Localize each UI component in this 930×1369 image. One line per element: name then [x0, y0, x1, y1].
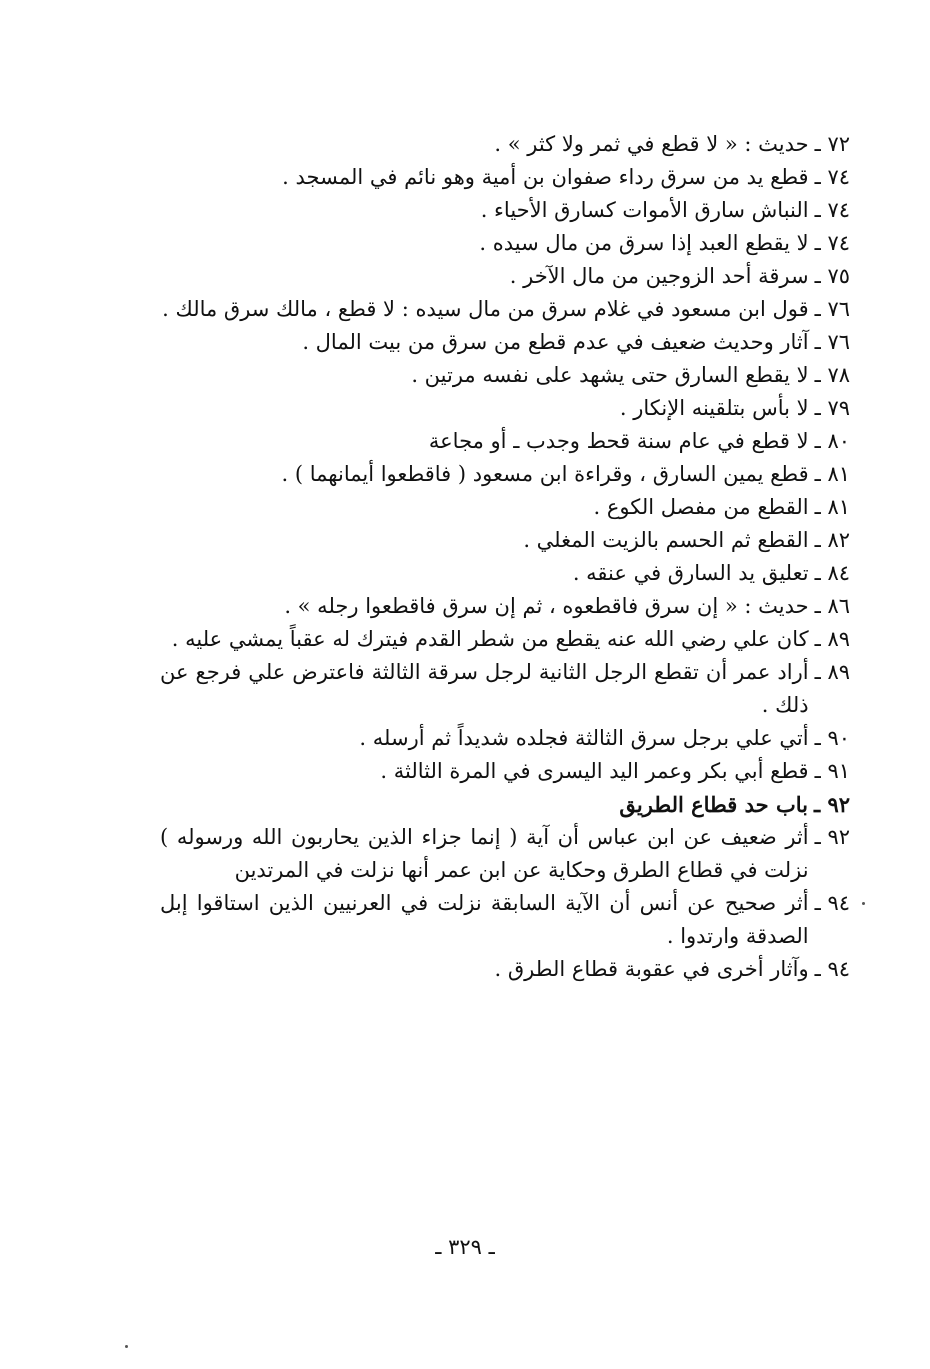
entry-text: قطع يمين السارق ، وقراءة ابن مسعود ( فاقطعوا أيمانهما ) .: [281, 462, 809, 486]
entry-text: لا قطع في عام سنة قحط وجدب ـ أو مجاعة: [428, 429, 809, 453]
entry-text: قطع يد من سرق رداء صفوان بن أمية وهو نائم في المسجد .: [282, 165, 809, 189]
index-entry: [160, 425, 850, 458]
entry-text: لا بأس بتلقينه الإنكار .: [619, 396, 809, 420]
entry-text: قول ابن مسعود في غلام سرق من مال سيده : لا قطع ، مالك سرق مالك .: [162, 297, 809, 321]
index-entry: [160, 722, 850, 755]
index-entry: [160, 557, 850, 590]
index-entry: [160, 458, 850, 491]
entry-page-number: ٩١ ـ: [814, 759, 850, 783]
entry-text: أتي علي برجل سرق الثالثة فجلده شديداً ثم أرسله .: [359, 726, 809, 750]
index-entry: [160, 491, 850, 524]
entry-page-number: ٨٩ ـ: [814, 660, 850, 684]
index-entry: [160, 293, 850, 326]
entry-text: حديث : « لا قطع في ثمر ولا كثر » .: [494, 132, 809, 156]
index-entry: [160, 392, 850, 425]
entry-page-number: ٧٤ ـ: [814, 165, 850, 189]
entry-page-number: ٧٢ ـ: [814, 132, 850, 156]
entry-page-number: ٩٤ ـ: [814, 957, 850, 981]
index-entry: [160, 161, 850, 194]
entry-text: النباش سارق الأموات كسارق الأحياء .: [480, 198, 809, 222]
entry-page-number: ٨٤ ـ: [814, 561, 850, 585]
entry-page-number: ٧٦ ـ: [814, 330, 850, 354]
entry-text: تعليق يد السارق في عنقه .: [572, 561, 809, 585]
entry-text: لا يقطع العبد إذا سرق من مال سيده .: [479, 231, 809, 255]
entry-page-number: ٨٩ ـ: [814, 627, 850, 651]
entry-text: القطع من مفصل الكوع .: [593, 495, 809, 519]
entry-text: سرقة أحد الزوجين من مال الآخر .: [509, 264, 809, 288]
index-entry: [160, 524, 850, 557]
entry-text: وآثار أخرى في عقوبة قطاع الطرق .: [494, 957, 809, 981]
entry-text: كان علي رضي الله عنه يقطع من شطر القدم فيترك له عقباً يمشي عليه .: [171, 627, 809, 651]
entry-text: أثر صحيح عن أنس أن الآية السابقة نزلت في العرنيين الذين استاقوا إبل الصدقة وارتدوا .: [160, 891, 809, 948]
entry-page-number: ٧٦ ـ: [814, 297, 850, 321]
index-entry: [160, 821, 850, 887]
entry-page-number: ٨٠ ـ: [814, 429, 850, 453]
index-entry: [160, 590, 850, 623]
index-entry: [160, 623, 850, 656]
entry-page-number: ٩٢ ـ: [813, 792, 850, 817]
index-entry: [160, 194, 850, 227]
index-entry: [160, 953, 850, 986]
entry-page-number: ٧٨ ـ: [814, 363, 850, 387]
entry-page-number: ٧٩ ـ: [814, 396, 850, 420]
entry-text: أثر ضعيف عن ابن عباس أن آية ( إنما جزاء الذين يحاربون الله ورسوله ) نزلت في قطاع الطرق وحكاية عن ابن عمر أنها نزلت في المرتدين: [160, 825, 809, 882]
entry-text: لا يقطع السارق حتى يشهد على نفسه مرتين .: [411, 363, 809, 387]
index-entry: [160, 887, 850, 953]
entry-page-number: ٨١ ـ: [814, 495, 850, 519]
page-number: ـ ٣٢٩ ـ: [435, 1235, 495, 1259]
index-entry: [160, 128, 850, 161]
entry-page-number: ٩٢ ـ: [814, 825, 850, 849]
entry-text: القطع ثم الحسم بالزيت المغلي .: [523, 528, 809, 552]
scan-speck: [862, 902, 865, 905]
entry-page-number: ٨١ ـ: [814, 462, 850, 486]
entry-page-number: ٨٢ ـ: [814, 528, 850, 552]
index-entry: [160, 359, 850, 392]
section-heading: [160, 788, 850, 821]
entry-text: حديث : « إن سرق فاقطعوه ، ثم إن سرق فاقطعوا رجله » .: [284, 594, 809, 618]
index-entry: [160, 755, 850, 788]
index-entry: [160, 260, 850, 293]
index-entry: [160, 326, 850, 359]
entry-page-number: ٨٦ ـ: [814, 594, 850, 618]
entry-text: أراد عمر أن تقطع الرجل الثانية لرجل سرقة الثالثة فاعترض علي فرجع عن ذلك .: [160, 660, 809, 717]
entry-page-number: ٩٠ ـ: [814, 726, 850, 750]
entry-page-number: ٧٤ ـ: [814, 231, 850, 255]
entry-text: قطع أبي بكر وعمر اليد اليسرى في المرة الثالثة .: [380, 759, 809, 783]
entry-page-number: ٧٥ ـ: [814, 264, 850, 288]
entry-page-number: ٧٤ ـ: [814, 198, 850, 222]
index-entry: [160, 227, 850, 260]
entry-text: آثار وحديث ضعيف في عدم قطع من سرق من بيت المال .: [302, 330, 809, 354]
entry-page-number: ٩٤ ـ: [814, 891, 850, 915]
index-list: [160, 128, 850, 986]
scan-speck: [125, 1345, 128, 1348]
index-entry: [160, 656, 850, 722]
section-heading-text: باب حد قطاع الطريق: [619, 792, 808, 817]
